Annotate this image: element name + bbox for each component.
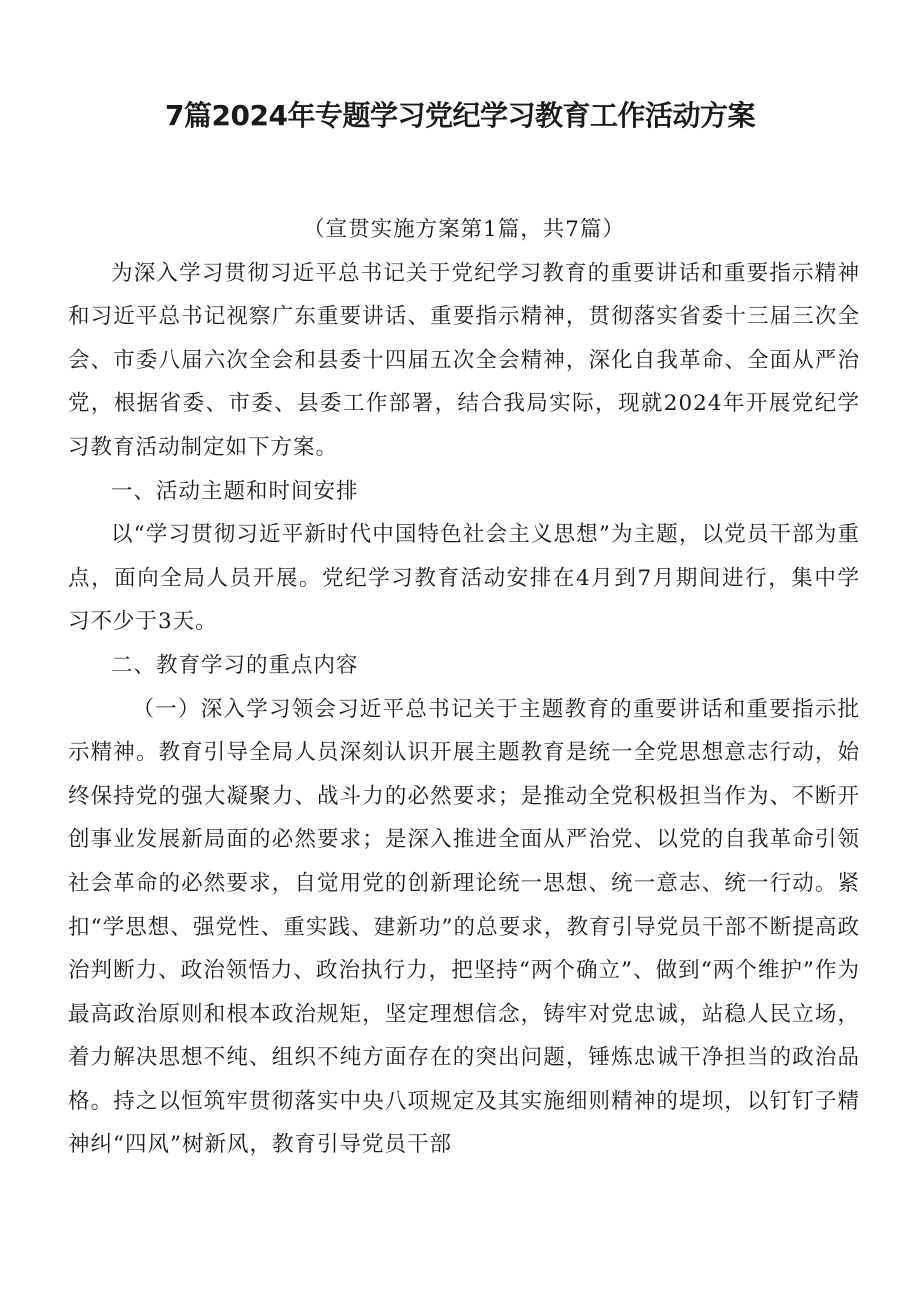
document-body — [68, 208, 860, 1167]
body-paragraph: （一）深入学习领会习近平总书记关于主题教育的重要讲话和重要指示批示精神。教育引导全局人员深刻认识开展主题教育是统一全党思想意志行动，始终保持党的强大凝聚力、战斗力的必然要求；是推动全党积极担当作为、不断开创事业发展新局面的必然要求；是深入推进全面从严治党、以党的自我革命引领社会革命的必然要求，自觉用党的创新理论统一思想、统一意志、统一行动。紧扣“学思想、强党性、重实践、建新功”的总要求，教育引导党员干部不断提高政治判断力、政治领悟力、政治执行力，把坚持“两个确立”、做到“两个维护”作为最高政治原则和根本政治规矩，坚定理想信念，铸牢对党忠诚，站稳人民立场，着力解决思想不纯、组织不纯方面存在的突出问题，锤炼忠诚干净担当的政治品格。持之以恒筑牢贯彻落实中央八项规定及其实施细则精神的堤坝，以钉钉子精神纠“四风”树新风，教育引导党员干部 — [68, 696, 860, 1158]
document-subtitle: （宣贯实施方案第1篇，共7篇） — [303, 217, 625, 242]
document-title: 7篇2024年专题学习党纪学习教育工作活动方案 — [165, 99, 755, 132]
body-paragraph: 以“学习贯彻习近平新时代中国特色社会主义思想”为主题，以党员干部为重点，面向全局人员开展。党纪学习教育活动安排在4月到7月期间进行，集中学习不少于3天。 — [68, 522, 860, 635]
section-heading-2: 二、教育学习的重点内容 — [111, 652, 359, 678]
section-heading-1: 一、活动主题和时间安排 — [111, 478, 359, 504]
intro-paragraph: 为深入学习贯彻习近平总书记关于党纪学习教育的重要讲话和重要指示精神和习近平总书记视察广东重要讲话、重要指示精神，贯彻落实省委十三届三次全会、市委八届六次全会和县委十四届五次全会精神，深化自我革命、全面从严治党，根据省委、市委、县委工作部署，结合我局实际，现就2024年开展党纪学习教育活动制定如下方案。 — [68, 260, 860, 460]
